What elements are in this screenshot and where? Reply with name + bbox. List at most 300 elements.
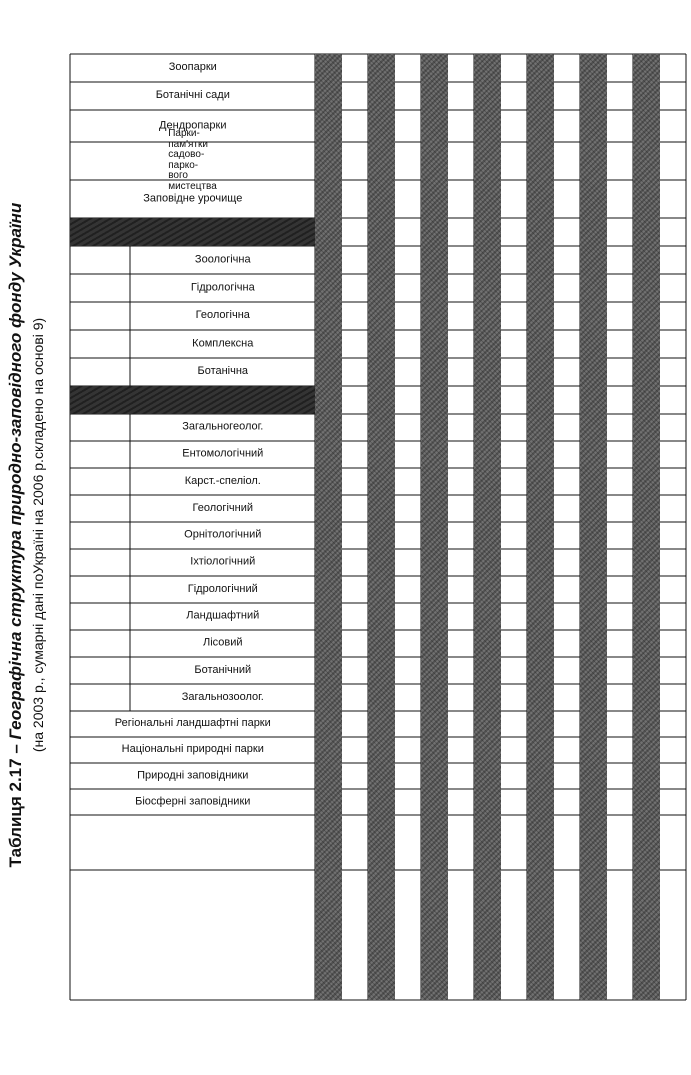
- column-header-label: Іхтіологічний: [189, 555, 255, 568]
- table-cell: [607, 789, 634, 815]
- table-cell: [474, 522, 501, 549]
- table-cell: [501, 522, 528, 549]
- table-cell: [607, 414, 634, 441]
- table-cell: [474, 386, 501, 414]
- table-cell: [421, 358, 448, 386]
- table-cell: [395, 180, 422, 218]
- table-cell: [448, 414, 475, 441]
- column-header-label: Біосферні заповідники: [134, 795, 251, 808]
- cell-total: [395, 815, 422, 870]
- table-cell: [660, 549, 687, 576]
- table-cell: [474, 330, 501, 358]
- table-cell: [660, 737, 687, 763]
- table-cell: [554, 711, 581, 737]
- column-header-pam_hydro: [130, 274, 315, 302]
- table-cell: [474, 549, 501, 576]
- table-cell: [633, 302, 660, 330]
- table-cell: [448, 468, 475, 495]
- table-cell: [448, 358, 475, 386]
- column-header-zak_total: [130, 386, 315, 414]
- table-cell: [660, 468, 687, 495]
- table-cell: [342, 414, 369, 441]
- table-cell: [368, 110, 395, 142]
- table-cell: [395, 142, 422, 180]
- table-cell: [527, 711, 554, 737]
- table-cell: [501, 386, 528, 414]
- table-cell: [580, 468, 607, 495]
- table-cell: [315, 789, 342, 815]
- column-header-zak_geol: [130, 495, 315, 522]
- table-cell: [633, 246, 660, 274]
- table-cell: [554, 789, 581, 815]
- table-cell: [580, 549, 607, 576]
- table-cell: [342, 110, 369, 142]
- table-cell: [580, 576, 607, 603]
- table-cell: [607, 630, 634, 657]
- caption-prefix: Таблиця 2.17 –: [6, 739, 25, 868]
- table-cell: [342, 737, 369, 763]
- table-cell: [315, 414, 342, 441]
- table-cell: [368, 737, 395, 763]
- table-cell: [554, 218, 581, 246]
- table-cell: [501, 441, 528, 468]
- table-cell: [527, 82, 554, 110]
- table-cell: [580, 657, 607, 684]
- table-cell: [474, 468, 501, 495]
- table-cell: [633, 414, 660, 441]
- table-cell: [448, 302, 475, 330]
- table-cell: [660, 711, 687, 737]
- table-cell: [554, 763, 581, 789]
- column-header-label: Ботанічні сади: [155, 89, 230, 102]
- table-cell: [448, 180, 475, 218]
- table-cell: [554, 358, 581, 386]
- table-cell: [342, 630, 369, 657]
- table-cell: [421, 180, 448, 218]
- table-cell: [580, 142, 607, 180]
- table-cell: [501, 218, 528, 246]
- table-cell: [660, 180, 687, 218]
- table-cell: [633, 54, 660, 82]
- column-header-label: Карст.-спеліол.: [184, 474, 261, 487]
- table-cell: [607, 82, 634, 110]
- column-header-zak_lis: [130, 630, 315, 657]
- table-cell: [448, 218, 475, 246]
- table-cell: [315, 358, 342, 386]
- table-cell: [580, 711, 607, 737]
- table-cell: [660, 110, 687, 142]
- table-cell: [342, 763, 369, 789]
- table-cell: [527, 218, 554, 246]
- table-cell: [395, 522, 422, 549]
- table-cell: [474, 54, 501, 82]
- table-cell: [660, 630, 687, 657]
- table-cell: [395, 549, 422, 576]
- column-header-label: Орнітологічний: [183, 528, 262, 541]
- table-cell: [421, 82, 448, 110]
- table-cell: [368, 657, 395, 684]
- table-cell: [554, 302, 581, 330]
- table-cell: [527, 330, 554, 358]
- table-cell: [633, 358, 660, 386]
- table-cell: [342, 82, 369, 110]
- table-cell: [395, 495, 422, 522]
- table-cell: [395, 576, 422, 603]
- table-cell: [395, 218, 422, 246]
- table-cell: [607, 468, 634, 495]
- table-cell: [660, 522, 687, 549]
- table-cell: [580, 302, 607, 330]
- table-cell: [421, 763, 448, 789]
- table-cell: [527, 763, 554, 789]
- table-cell: [421, 218, 448, 246]
- table-cell: [448, 82, 475, 110]
- table-cell: [342, 302, 369, 330]
- table-cell: [607, 441, 634, 468]
- cell-total: [501, 815, 528, 870]
- table-cell: [607, 110, 634, 142]
- column-header-label: Гідрологічна: [190, 281, 255, 294]
- column-header-pryrodni: [70, 763, 315, 789]
- table-cell: [342, 468, 369, 495]
- column-header-label: Парки-пам'ятки садово-парко-вого мистецтва: [168, 128, 217, 192]
- table-cell: [474, 180, 501, 218]
- table-cell: [474, 274, 501, 302]
- column-header-label: Ландшафтний: [186, 609, 259, 622]
- table-cell: [660, 82, 687, 110]
- table-cell: [633, 274, 660, 302]
- table-cell: [527, 142, 554, 180]
- table-cell: [474, 302, 501, 330]
- table-cell: [342, 330, 369, 358]
- table-cell: [342, 789, 369, 815]
- column-header-label: Регіональні ландшафтні парки: [114, 717, 271, 730]
- table-cell: [501, 684, 528, 711]
- column-header-zak_ikht: [130, 549, 315, 576]
- table-cell: [580, 180, 607, 218]
- table-cell: [368, 603, 395, 630]
- table-cell: [342, 684, 369, 711]
- table-cell: [607, 142, 634, 180]
- table-cell: [633, 576, 660, 603]
- column-header-label: Загальногеолог.: [181, 420, 264, 433]
- table-cell: [607, 54, 634, 82]
- table-cell: [660, 246, 687, 274]
- table-cell: [421, 386, 448, 414]
- table-cell: [421, 142, 448, 180]
- table-cell: [448, 330, 475, 358]
- table-cell: [501, 603, 528, 630]
- table-cell: [501, 110, 528, 142]
- table-cell: [342, 603, 369, 630]
- table-cell: [660, 386, 687, 414]
- table-cell: [315, 441, 342, 468]
- table-cell: [421, 684, 448, 711]
- column-header-label: Гідрологічний: [187, 582, 258, 595]
- table-cell: [315, 737, 342, 763]
- table-cell: [342, 441, 369, 468]
- table-cell: [527, 549, 554, 576]
- column-header-zak_zagentom: [130, 414, 315, 441]
- table-cell: [633, 657, 660, 684]
- table-cell: [607, 576, 634, 603]
- cell-total: [342, 815, 369, 870]
- table-cell: [607, 495, 634, 522]
- table-cell: [633, 180, 660, 218]
- table-cell: [342, 180, 369, 218]
- table-cell: [501, 180, 528, 218]
- row-name: [580, 870, 607, 1000]
- table-caption-subtitle: (на 2003 р., сумарні дані поУкраїні на 2006 р.складено на основі 9): [30, 317, 46, 753]
- table-cell: [554, 386, 581, 414]
- table-cell: [527, 414, 554, 441]
- table-cell: [527, 657, 554, 684]
- table-cell: [554, 180, 581, 218]
- table-cell: [660, 789, 687, 815]
- table-cell: [554, 522, 581, 549]
- table-cell: [580, 495, 607, 522]
- table-cell: [474, 684, 501, 711]
- table-cell: [368, 180, 395, 218]
- table-cell: [527, 358, 554, 386]
- table-cell: [342, 549, 369, 576]
- column-header-dendro: [70, 110, 315, 142]
- table-cell: [580, 763, 607, 789]
- table-cell: [501, 763, 528, 789]
- table-cell: [448, 386, 475, 414]
- table-cell: [342, 218, 369, 246]
- table-cell: [368, 218, 395, 246]
- table-cell: [368, 82, 395, 110]
- column-header-biosfera: [70, 789, 315, 815]
- table-cell: [368, 414, 395, 441]
- table-cell: [368, 576, 395, 603]
- cell-total: [554, 815, 581, 870]
- column-header-pam_geol: [130, 302, 315, 330]
- row-name: [554, 870, 581, 1000]
- table-cell: [554, 246, 581, 274]
- table-cell: [421, 630, 448, 657]
- row-name: [315, 870, 342, 1000]
- header-total: [70, 815, 315, 870]
- table-cell: [501, 246, 528, 274]
- table-cell: [342, 246, 369, 274]
- table-cell: [474, 657, 501, 684]
- table-cell: [315, 386, 342, 414]
- table-cell: [395, 737, 422, 763]
- table-cell: [368, 549, 395, 576]
- table-cell: [633, 386, 660, 414]
- table-cell: [315, 330, 342, 358]
- column-header-parky_pam: [70, 128, 315, 192]
- table-cell: [527, 630, 554, 657]
- column-header-label: Дендропарки: [158, 119, 227, 132]
- column-header-label: Ботанічна: [197, 365, 248, 378]
- table-cell: [421, 737, 448, 763]
- row-name: [342, 870, 369, 1000]
- table-cell: [607, 358, 634, 386]
- table-cell: [633, 711, 660, 737]
- group-pamiatky: [70, 218, 130, 386]
- table-cell: [421, 576, 448, 603]
- table-cell: [527, 468, 554, 495]
- table-cell: [580, 82, 607, 110]
- table-cell: [448, 441, 475, 468]
- table-cell: [554, 684, 581, 711]
- table-cell: [501, 274, 528, 302]
- table-cell: [342, 142, 369, 180]
- table-cell: [554, 630, 581, 657]
- cell-total: [421, 815, 448, 870]
- table-cell: [501, 142, 528, 180]
- cell-total: [633, 815, 660, 870]
- table-cell: [554, 576, 581, 603]
- table-cell: [474, 711, 501, 737]
- column-header-label: Національні природні парки: [121, 743, 264, 756]
- table-cell: [395, 386, 422, 414]
- table-cell: [501, 82, 528, 110]
- table-cell: [554, 414, 581, 441]
- row-name: [633, 870, 660, 1000]
- table-cell: [474, 441, 501, 468]
- table-cell: [421, 246, 448, 274]
- table-cell: [554, 54, 581, 82]
- table-cell: [633, 549, 660, 576]
- table-cell: [607, 657, 634, 684]
- table-cell: [633, 468, 660, 495]
- table-cell: [660, 218, 687, 246]
- column-header-regparky: [70, 711, 315, 737]
- cell-total: [448, 815, 475, 870]
- table-cell: [580, 110, 607, 142]
- column-header-pam_total: [130, 218, 315, 246]
- table-cell: [501, 789, 528, 815]
- table-cell: [607, 302, 634, 330]
- table-cell: [368, 684, 395, 711]
- table-cell: [580, 684, 607, 711]
- table-cell: [607, 684, 634, 711]
- table-cell: [580, 414, 607, 441]
- table-cell: [315, 495, 342, 522]
- column-header-zak_hydro: [130, 576, 315, 603]
- table-cell: [395, 711, 422, 737]
- table-cell: [580, 603, 607, 630]
- cell-total: [580, 815, 607, 870]
- cell-total: [527, 815, 554, 870]
- row-name: [527, 870, 554, 1000]
- table-cell: [501, 576, 528, 603]
- table-cell: [342, 711, 369, 737]
- cell-total: [474, 815, 501, 870]
- table-cell: [368, 274, 395, 302]
- table-cell: [448, 603, 475, 630]
- table-cell: [580, 358, 607, 386]
- table-cell: [315, 110, 342, 142]
- table-cell: [395, 414, 422, 441]
- table-cell: [660, 142, 687, 180]
- table-cell: [315, 180, 342, 218]
- table-cell: [315, 54, 342, 82]
- table-cell: [633, 142, 660, 180]
- table-cell: [527, 737, 554, 763]
- table-cell: [448, 737, 475, 763]
- table-cell: [448, 522, 475, 549]
- table-cell: [501, 302, 528, 330]
- row-name: [395, 870, 422, 1000]
- table-cell: [501, 737, 528, 763]
- table-cell: [527, 386, 554, 414]
- table-cell: [368, 763, 395, 789]
- table-cell: [448, 246, 475, 274]
- table-cell: [421, 54, 448, 82]
- table-cell: [368, 358, 395, 386]
- table-cell: [633, 110, 660, 142]
- table-cell: [448, 54, 475, 82]
- table-cell: [607, 763, 634, 789]
- column-header-pam_bot: [130, 358, 315, 386]
- table-cell: [660, 684, 687, 711]
- table-cell: [474, 763, 501, 789]
- table-cell: [660, 603, 687, 630]
- table-cell: [474, 495, 501, 522]
- table-cell: [474, 603, 501, 630]
- row-name: [448, 870, 475, 1000]
- table-cell: [633, 684, 660, 711]
- table-cell: [660, 763, 687, 789]
- table-cell: [448, 789, 475, 815]
- table-cell: [368, 522, 395, 549]
- table-cell: [607, 549, 634, 576]
- table-cell: [580, 386, 607, 414]
- table-cell: [607, 386, 634, 414]
- table-cell: [474, 82, 501, 110]
- table-cell: [448, 110, 475, 142]
- table-cell: [315, 468, 342, 495]
- table-cell: [580, 330, 607, 358]
- table-cell: [501, 358, 528, 386]
- table-cell: [554, 468, 581, 495]
- table-cell: [315, 522, 342, 549]
- table-cell: [527, 789, 554, 815]
- column-header-label: Комплексна: [191, 337, 254, 350]
- column-header-label: Ботанічний: [194, 663, 251, 676]
- table-cell: [527, 302, 554, 330]
- column-header-label: Геологічний: [192, 501, 253, 514]
- table-cell: [395, 274, 422, 302]
- table-cell: [421, 495, 448, 522]
- table-cell: [342, 386, 369, 414]
- table-cell: [554, 82, 581, 110]
- table-cell: [633, 522, 660, 549]
- row-name: [501, 870, 528, 1000]
- table-cell: [315, 630, 342, 657]
- table-cell: [633, 789, 660, 815]
- table-cell: [501, 711, 528, 737]
- table-cell: [315, 246, 342, 274]
- table-cell: [501, 657, 528, 684]
- column-header-zoo: [70, 54, 315, 82]
- table-cell: [554, 110, 581, 142]
- table-cell: [633, 218, 660, 246]
- table-cell: [633, 495, 660, 522]
- table-cell: [527, 246, 554, 274]
- table-cell: [554, 495, 581, 522]
- table-cell: [580, 630, 607, 657]
- row-name: [660, 870, 687, 1000]
- column-header-label: Заповідне урочище: [142, 192, 243, 205]
- table-cell: [342, 576, 369, 603]
- table-cell: [607, 218, 634, 246]
